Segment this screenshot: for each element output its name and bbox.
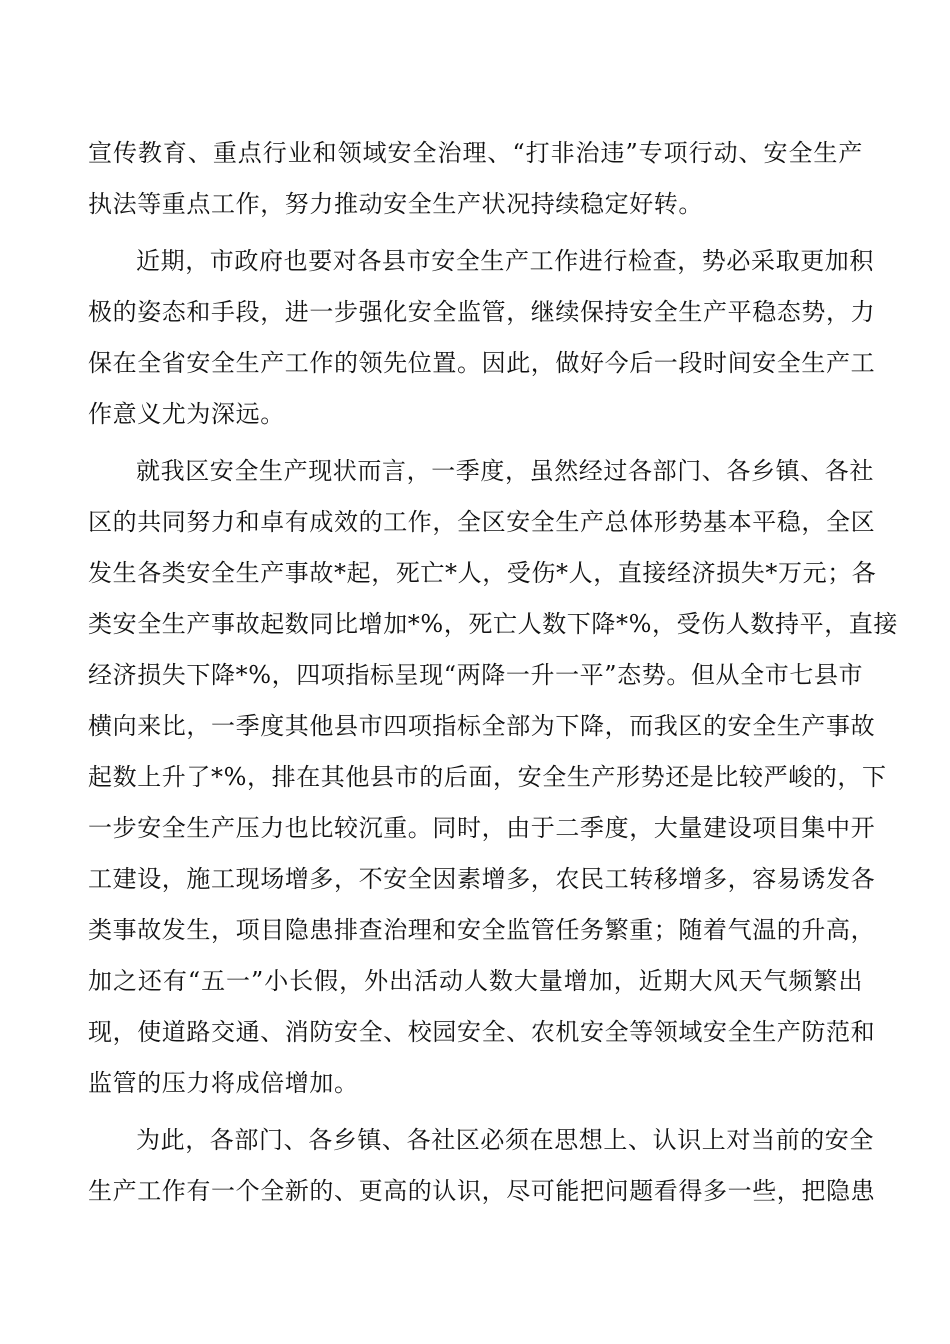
text-line: 生产工作有一个全新的、更高的认识，尽可能把问题看得多一些，把隐患: [88, 1177, 876, 1205]
paragraph: [88, 128, 863, 230]
paragraph: [88, 236, 876, 440]
text-line: 工建设，施工现场增多，不安全因素增多，农民工转移增多，容易诱发各: [88, 865, 876, 893]
text-line: 保在全省安全生产工作的领先位置。因此，做好今后一段时间安全生产工: [88, 349, 876, 377]
text-line: 横向来比，一季度其他县市四项指标全部为下降，而我区的安全生产事故: [88, 712, 876, 740]
text-line: 近期，市政府也要对各县市安全生产工作进行检查，势必采取更加积: [136, 247, 874, 275]
text-line: 发生各类安全生产事故*起，死亡*人，受伤*人，直接经济损失*万元；各: [88, 559, 877, 587]
text-line: 执法等重点工作，努力推动安全生产状况持续稳定好转。: [88, 190, 703, 218]
text-line: 类事故发生，项目隐患排查治理和安全监管任务繁重；随着气温的升高，: [88, 916, 876, 944]
text-line: 为此，各部门、各乡镇、各社区必须在思想上、认识上对当前的安全: [136, 1126, 874, 1154]
text-line: 区的共同努力和卓有成效的工作，全区安全生产总体形势基本平稳，全区: [88, 508, 876, 536]
paragraph: [88, 1115, 876, 1217]
text-line: 经济损失下降*%，四项指标呈现“两降一升一平”态势。但从全市七县市: [88, 661, 864, 689]
text-line: 现，使道路交通、消防安全、校园安全、农机安全等领域安全生产防范和: [88, 1018, 876, 1046]
document-body: [88, 128, 899, 1217]
text-line: 起数上升了*%，排在其他县市的后面，安全生产形势还是比较严峻的，下: [88, 763, 887, 791]
paragraph: [88, 446, 899, 1109]
text-line: 宣传教育、重点行业和领域安全治理、“打非治违”专项行动、安全生产: [88, 139, 863, 167]
text-line: 加之还有“五一”小长假，外出活动人数大量增加，近期大风天气频繁出: [88, 967, 863, 995]
text-line: 作意义尤为深远。: [88, 400, 285, 428]
text-line: 一步安全生产压力也比较沉重。同时，由于二季度，大量建设项目集中开: [88, 814, 876, 842]
text-line: 极的姿态和手段，进一步强化安全监管，继续保持安全生产平稳态势，力: [88, 298, 876, 326]
text-line: 类安全生产事故起数同比增加*%，死亡人数下降*%，受伤人数持平，直接: [88, 610, 899, 638]
text-line: 监管的压力将成倍增加。: [88, 1069, 359, 1097]
text-line: 就我区安全生产现状而言，一季度，虽然经过各部门、各乡镇、各社: [136, 457, 874, 485]
